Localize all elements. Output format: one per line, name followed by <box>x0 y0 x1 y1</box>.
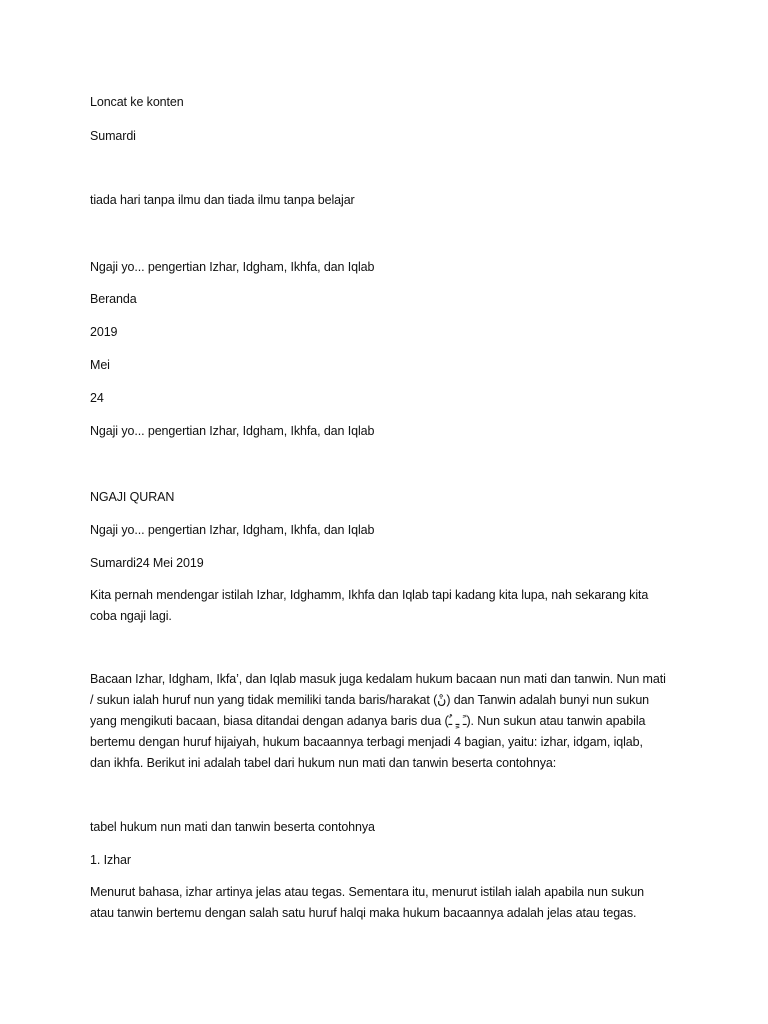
header-post-title: Ngaji yo... pengertian Izhar, Idgham, Ikhfa, dan Iqlab <box>90 260 375 274</box>
breadcrumb-month[interactable]: Mei <box>90 358 110 372</box>
section-heading-izhar: 1. Izhar <box>90 853 131 867</box>
breadcrumb-home[interactable]: Beranda <box>90 292 137 306</box>
document-page <box>90 0 680 1024</box>
site-title[interactable]: Sumardi <box>90 129 136 143</box>
post-category[interactable]: NGAJI QURAN <box>90 490 175 504</box>
izhar-paragraph <box>90 882 680 924</box>
body-paragraph <box>90 669 680 774</box>
body-line: bertemu dengan huruf hijaiyah, hukum bacaannya terbagi menjadi 4 bagian, yaitu: izhar, idgam, iqlab, <box>90 735 643 749</box>
breadcrumb-year[interactable]: 2019 <box>90 325 118 339</box>
post-title: Ngaji yo... pengertian Izhar, Idgham, Ikhfa, dan Iqlab <box>90 523 375 537</box>
table-caption: tabel hukum nun mati dan tanwin beserta contohnya <box>90 820 375 834</box>
body-line: dan ikhfa. Berikut ini adalah tabel dari hukum nun mati dan tanwin beserta contohnya: <box>90 756 557 770</box>
body-line: yang mengikuti bacaan, biasa ditandai dengan adanya baris dua (ـً ـٍ ـٌ). Nun sukun atau tanwin apabila <box>90 714 646 728</box>
body-line: Bacaan Izhar, Idgham, Ikfa’, dan Iqlab masuk juga kedalam hukum bacaan nun mati dan tanwin. Nun mati <box>90 672 666 686</box>
izhar-line: Menurut bahasa, izhar artinya jelas atau tegas. Sementara itu, menurut istilah ialah apabila nun sukun <box>90 885 645 899</box>
site-tagline: tiada hari tanpa ilmu dan tiada ilmu tanpa belajar <box>90 193 355 207</box>
skip-to-content-link[interactable]: Loncat ke konten <box>90 95 184 109</box>
body-line: / sukun ialah huruf nun yang tidak memiliki tanda baris/harakat (نْ) dan Tanwin adalah bunyi nun sukun <box>90 693 650 707</box>
post-meta: Sumardi24 Mei 2019 <box>90 556 204 570</box>
izhar-line: atau tanwin bertemu dengan salah satu huruf halqi maka hukum bacaannya adalah jelas atau tegas. <box>90 906 637 920</box>
breadcrumb-current: Ngaji yo... pengertian Izhar, Idgham, Ikhfa, dan Iqlab <box>90 424 375 438</box>
intro-line: Kita pernah mendengar istilah Izhar, Idghamm, Ikhfa dan Iqlab tapi kadang kita lupa, nah sekarang kita <box>90 588 649 602</box>
intro-line: coba ngaji lagi. <box>90 609 172 623</box>
breadcrumb-day[interactable]: 24 <box>90 391 104 405</box>
intro-paragraph <box>90 585 680 627</box>
